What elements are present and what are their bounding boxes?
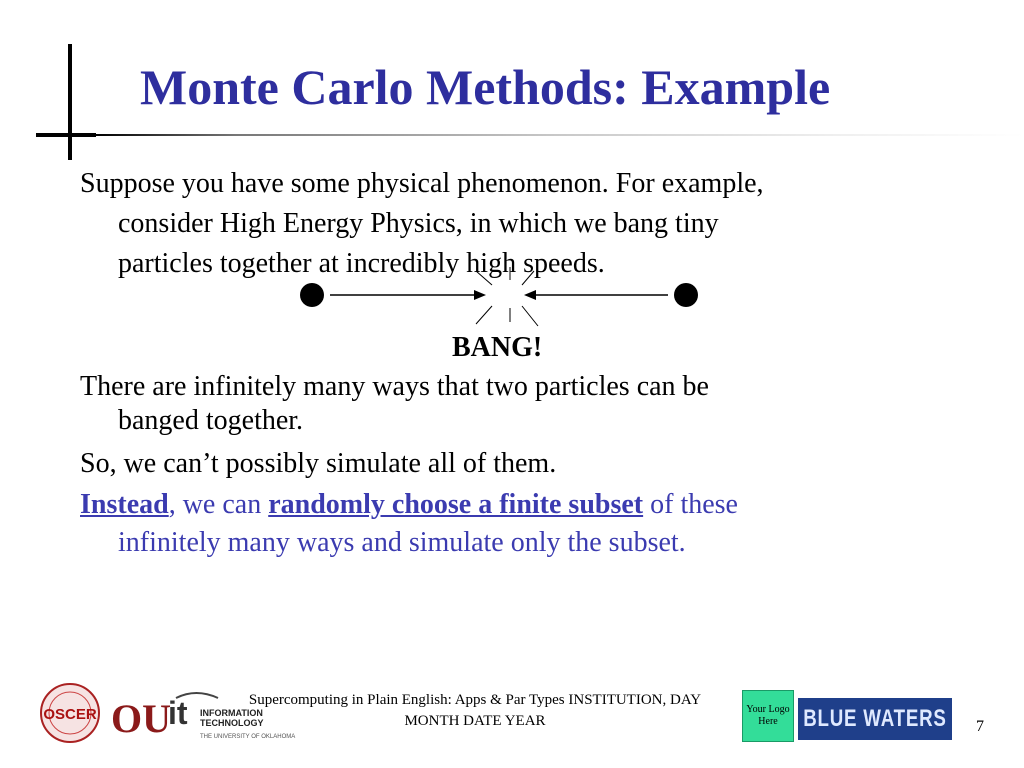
- ou-logo: [111, 686, 171, 746]
- paragraph-line: consider High Energy Physics, in which we bang tiny: [118, 208, 719, 239]
- instead-emphasis: Instead: [80, 489, 169, 520]
- left-arrowhead-icon: [474, 290, 486, 300]
- paragraph-infinite-ways: [80, 370, 960, 438]
- title-horizontal-rule: [36, 134, 1024, 136]
- title-rule-accent: [36, 133, 96, 137]
- footer-text: [170, 690, 780, 732]
- instead-mid-text: , we can: [168, 489, 269, 520]
- paragraph-line: banged together.: [118, 405, 304, 436]
- paragraph-line: Suppose you have some physical phenomenon. For example,: [80, 168, 764, 199]
- it-logo-line: INFORMATION: [200, 708, 263, 718]
- it-logo-subtitle: THE UNIVERSITY OF OKLAHOMA: [200, 734, 296, 740]
- footer-line: Supercomputing in Plain English: Apps & Par Types INSTITUTION, DAY: [248, 692, 702, 708]
- it-logo-line: TECHNOLOGY: [200, 718, 264, 728]
- blue-waters-logo: [798, 698, 952, 740]
- left-particle-icon: [300, 283, 324, 307]
- paragraph-line: There are infinitely many ways that two particles can be: [80, 371, 709, 402]
- particle-collision-diagram: [290, 266, 720, 338]
- paragraph-line: particles together at incredibly high speeds.: [118, 248, 605, 279]
- oscer-logo-text: OSCER: [43, 706, 97, 723]
- oscer-logo: [24, 682, 116, 744]
- bang-label: BANG!: [452, 332, 543, 363]
- instead-end-text: of these: [643, 489, 738, 520]
- paragraph-instead: [80, 486, 960, 562]
- right-arrowhead-icon: [524, 290, 536, 300]
- title-vertical-rule: [68, 44, 72, 160]
- paragraph-line: infinitely many ways and simulate only the subset.: [118, 527, 686, 558]
- your-logo-placeholder: Your Logo Here: [742, 690, 794, 742]
- blue-waters-logo-text: BLUE WATERS: [803, 705, 947, 732]
- slide-title: Monte Carlo Methods: Example: [140, 59, 831, 115]
- random-subset-emphasis: randomly choose a finite subset: [268, 489, 644, 520]
- paragraph-cannot-simulate: So, we can’t possibly simulate all of them.: [80, 448, 557, 479]
- right-particle-icon: [674, 283, 698, 307]
- svg-text:it: it: [168, 695, 188, 731]
- page-number: 7: [976, 718, 984, 735]
- footer-line: MONTH DATE YEAR: [404, 713, 546, 729]
- ou-logo-text: OU: [111, 696, 171, 741]
